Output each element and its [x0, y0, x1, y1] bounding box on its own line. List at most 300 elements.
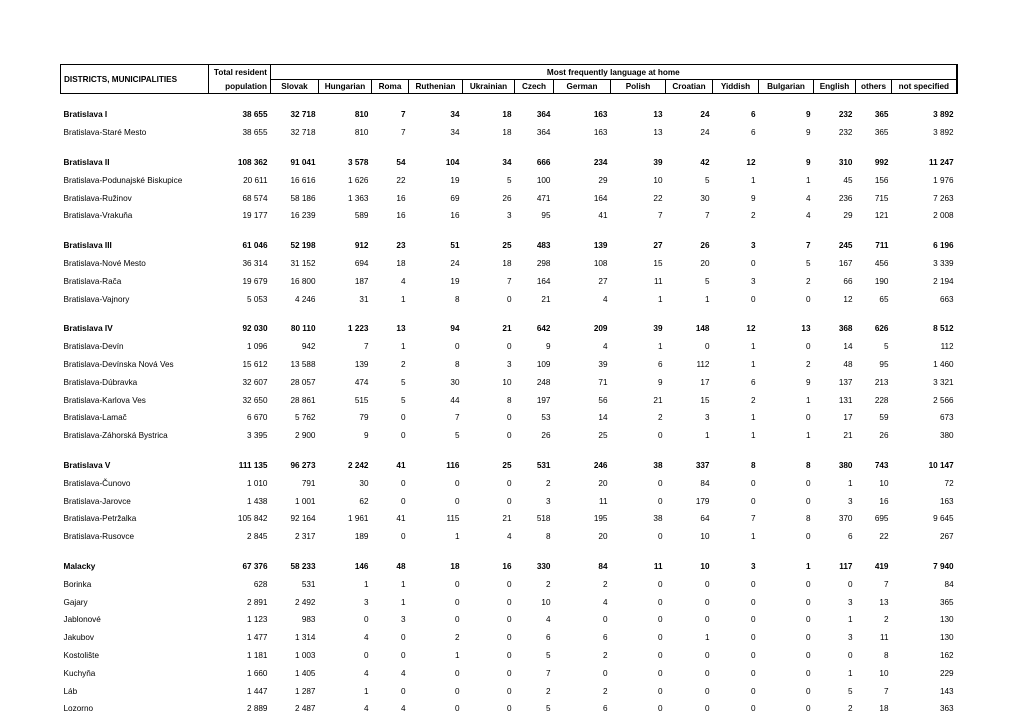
row-value: 7 940	[933, 561, 954, 571]
row-label: Kuchyňa	[63, 668, 96, 678]
row-value: 131	[838, 395, 853, 405]
row-value: 1	[704, 431, 710, 441]
row-value: 2 317	[295, 532, 316, 542]
row-value: 0	[750, 615, 756, 625]
row-value: 0	[400, 478, 406, 488]
row-value: 0	[750, 597, 756, 607]
row-value: 298	[536, 258, 551, 268]
row-value: 41	[396, 514, 406, 524]
header-language-group: Most frequently language at home	[271, 65, 957, 80]
row-value: 8	[454, 294, 460, 304]
district-row	[61, 106, 957, 124]
row-value: 29	[598, 175, 608, 185]
municipality-row	[61, 356, 957, 374]
row-value: 3 395	[247, 431, 268, 441]
row-value: 139	[593, 241, 608, 251]
row-value: 9	[805, 128, 811, 138]
spacer-row	[61, 445, 957, 457]
row-value: 24	[450, 258, 460, 268]
row-value: 642	[536, 324, 551, 334]
row-value: 12	[746, 324, 756, 334]
row-value: 5	[704, 175, 710, 185]
row-value: 245	[838, 241, 853, 251]
row-label: Borinka	[63, 579, 92, 589]
row-label: Bratislava I	[63, 110, 108, 120]
row-value: 64	[700, 514, 710, 524]
row-value: 0	[704, 668, 710, 678]
row-value: 10	[541, 597, 551, 607]
row-value: 711	[875, 241, 889, 251]
row-label: Bratislava III	[63, 241, 112, 251]
row-value: 942	[301, 342, 316, 352]
row-value: 45	[843, 175, 853, 185]
row-value: 0	[506, 413, 512, 423]
row-label: Bratislava-Devínska Nová Ves	[63, 359, 174, 369]
header-language-0: Slovak	[271, 80, 319, 94]
row-value: 0	[506, 615, 512, 625]
row-value: 0	[657, 668, 663, 678]
row-value: 0	[805, 686, 811, 696]
row-value: 0	[704, 704, 710, 714]
header-language-2: Roma	[372, 80, 409, 94]
row-value: 38 655	[242, 128, 268, 138]
row-value: 0	[363, 615, 369, 625]
row-value: 20 611	[243, 175, 268, 185]
row-value: 531	[536, 460, 551, 470]
row-value: 0	[657, 478, 663, 488]
row-label: Bratislava II	[63, 157, 110, 167]
row-value: 139	[354, 359, 369, 369]
row-value: 2	[750, 211, 756, 221]
row-value: 28 057	[290, 377, 316, 387]
row-value: 1 001	[295, 496, 316, 506]
district-row	[61, 558, 957, 576]
district-row	[61, 154, 957, 172]
row-value: 1 405	[295, 668, 316, 678]
row-value: 4	[602, 342, 608, 352]
row-value: 13	[396, 324, 406, 334]
row-value: 1	[400, 342, 406, 352]
district-row	[61, 320, 957, 338]
row-label: Bratislava-Ružinov	[63, 193, 132, 203]
row-value: 673	[939, 413, 954, 423]
spacer-cell	[61, 546, 957, 558]
row-value: 11	[653, 561, 663, 571]
row-value: 27	[598, 276, 608, 286]
spacer-cell	[61, 142, 957, 154]
row-value: 53	[541, 413, 551, 423]
row-value: 30	[359, 478, 369, 488]
row-value: 0	[657, 633, 663, 643]
row-value: 1	[657, 342, 663, 352]
row-value: 28 861	[290, 395, 316, 405]
row-value: 2 492	[295, 597, 316, 607]
row-value: 232	[838, 110, 853, 120]
row-value: 0	[602, 668, 608, 678]
row-value: 13	[653, 110, 663, 120]
row-value: 67 376	[242, 561, 268, 571]
row-value: 0	[657, 597, 663, 607]
row-value: 791	[301, 478, 316, 488]
row-value: 3	[545, 496, 551, 506]
row-value: 1	[363, 579, 369, 589]
row-value: 5	[847, 686, 853, 696]
district-row	[61, 237, 957, 255]
municipality-row	[61, 492, 957, 510]
row-value: 3 892	[933, 128, 954, 138]
row-value: 1 660	[247, 668, 268, 678]
row-value: 16	[396, 211, 406, 221]
row-value: 4	[400, 704, 406, 714]
row-value: 9	[805, 377, 811, 387]
row-value: 0	[454, 478, 460, 488]
row-value: 39	[653, 157, 663, 167]
row-value: 29	[843, 211, 853, 221]
row-value: 0	[657, 431, 663, 441]
row-value: 4	[602, 294, 608, 304]
row-value: 0	[704, 650, 710, 660]
row-value: 2	[883, 615, 889, 625]
language-table	[60, 64, 958, 718]
row-value: 42	[700, 157, 710, 167]
row-value: 5	[506, 175, 512, 185]
row-value: 1 447	[247, 686, 268, 696]
row-value: 0	[704, 579, 710, 589]
row-value: 143	[939, 686, 954, 696]
row-value: 111 135	[238, 460, 268, 470]
row-value: 39	[653, 324, 663, 334]
row-value: 44	[450, 395, 460, 405]
row-label: Bratislava-Čunovo	[63, 478, 131, 488]
row-value: 8	[805, 460, 811, 470]
row-value: 0	[400, 431, 406, 441]
row-value: 1	[847, 615, 853, 625]
row-value: 0	[506, 579, 512, 589]
row-label: Bratislava-Podunajské Biskupice	[63, 175, 183, 185]
row-value: 6 196	[933, 241, 954, 251]
row-value: 9	[805, 110, 811, 120]
row-value: 0	[506, 704, 512, 714]
row-value: 4	[363, 668, 369, 678]
header-language-4: Ukrainian	[463, 80, 515, 94]
row-value: 1	[750, 431, 756, 441]
row-value: 162	[939, 650, 954, 660]
row-value: 0	[454, 668, 460, 678]
row-value: 65	[879, 294, 889, 304]
row-value: 0	[704, 342, 710, 352]
header-language-1: Hungarian	[319, 80, 372, 94]
row-value: 0	[400, 496, 406, 506]
row-value: 0	[454, 704, 460, 714]
row-value: 1	[805, 395, 811, 405]
row-value: 0	[750, 668, 756, 678]
spacer-cell	[61, 94, 957, 107]
row-value: 22	[653, 193, 663, 203]
row-value: 0	[805, 668, 811, 678]
row-value: 0	[506, 294, 512, 304]
row-value: 32 718	[290, 110, 316, 120]
row-value: 7	[363, 342, 369, 352]
row-value: 3 578	[348, 157, 369, 167]
row-value: 22	[396, 175, 406, 185]
row-value: 16 616	[290, 175, 316, 185]
row-value: 6	[750, 377, 756, 387]
row-label: Kostolište	[63, 650, 99, 660]
row-value: 31	[359, 294, 369, 304]
row-value: 0	[602, 615, 608, 625]
header-total-resident: Total resident	[209, 65, 271, 80]
row-value: 21	[843, 431, 853, 441]
row-value: 9 645	[933, 514, 954, 524]
municipality-row	[61, 391, 957, 409]
row-value: 1	[847, 668, 853, 678]
row-value: 6	[602, 704, 608, 714]
row-value: 2	[602, 686, 608, 696]
row-value: 248	[536, 377, 551, 387]
row-value: 1	[750, 413, 756, 423]
table-header	[61, 65, 957, 94]
header-language-8: Croatian	[666, 80, 713, 94]
row-value: 810	[354, 128, 369, 138]
row-value: 330	[536, 561, 551, 571]
row-value: 8	[805, 514, 811, 524]
row-value: 105 842	[237, 514, 268, 524]
row-value: 56	[598, 395, 608, 405]
row-value: 16	[879, 496, 889, 506]
row-value: 21	[653, 395, 663, 405]
row-value: 9	[805, 157, 811, 167]
row-value: 0	[657, 496, 663, 506]
row-value: 2	[805, 276, 811, 286]
row-value: 7	[883, 579, 889, 589]
row-value: 1 181	[247, 650, 268, 660]
row-value: 2 487	[295, 704, 316, 714]
row-value: 0	[400, 413, 406, 423]
row-value: 0	[750, 633, 756, 643]
row-value: 20	[598, 532, 608, 542]
row-value: 1 003	[295, 650, 316, 660]
row-value: 41	[598, 211, 608, 221]
row-label: Gajary	[63, 597, 88, 607]
row-value: 17	[700, 377, 710, 387]
row-value: 32 650	[242, 395, 268, 405]
row-value: 337	[695, 460, 710, 470]
municipality-row	[61, 171, 957, 189]
row-value: 61 046	[242, 241, 268, 251]
row-value: 5 053	[247, 294, 268, 304]
row-value: 0	[750, 478, 756, 488]
row-value: 236	[838, 193, 853, 203]
row-value: 39	[598, 359, 608, 369]
row-value: 1	[400, 579, 406, 589]
row-value: 108	[593, 258, 608, 268]
row-value: 167	[838, 258, 853, 268]
row-value: 10 147	[928, 460, 954, 470]
row-value: 0	[750, 686, 756, 696]
row-value: 0	[506, 496, 512, 506]
row-value: 2	[602, 579, 608, 589]
row-value: 16	[396, 193, 406, 203]
row-value: 148	[695, 324, 710, 334]
row-value: 16	[502, 561, 512, 571]
row-value: 0	[454, 579, 460, 589]
row-value: 7	[506, 276, 512, 286]
row-value: 3	[506, 359, 512, 369]
row-value: 36 314	[242, 258, 268, 268]
row-value: 10	[879, 478, 889, 488]
row-label: Bratislava-Lamač	[63, 413, 127, 423]
row-value: 26	[502, 193, 512, 203]
row-value: 30	[700, 193, 710, 203]
row-value: 2 889	[247, 704, 268, 714]
row-value: 16 239	[290, 211, 316, 221]
row-value: 363	[939, 704, 954, 714]
row-value: 1	[847, 478, 853, 488]
row-value: 694	[354, 258, 369, 268]
row-value: 13	[653, 128, 663, 138]
row-value: 1	[750, 532, 756, 542]
row-value: 0	[454, 615, 460, 625]
row-value: 91 041	[290, 157, 316, 167]
row-value: 1	[805, 431, 811, 441]
row-value: 72	[944, 478, 954, 488]
row-value: 0	[454, 686, 460, 696]
row-value: 2	[657, 413, 663, 423]
row-value: 5	[805, 258, 811, 268]
row-value: 912	[354, 241, 369, 251]
row-label: Malacky	[63, 561, 96, 571]
row-value: 2 242	[348, 460, 369, 470]
row-value: 0	[400, 650, 406, 660]
row-value: 626	[874, 324, 889, 334]
row-value: 18	[502, 128, 512, 138]
row-value: 189	[354, 532, 369, 542]
row-value: 2 900	[295, 431, 316, 441]
row-value: 58 233	[290, 561, 316, 571]
spacer-cell	[61, 225, 957, 237]
row-value: 0	[805, 478, 811, 488]
row-value: 108 362	[237, 157, 268, 167]
municipality-row	[61, 272, 957, 290]
row-value: 18	[396, 258, 406, 268]
row-value: 84	[598, 561, 608, 571]
row-value: 1	[805, 561, 811, 571]
row-value: 2	[805, 359, 811, 369]
row-value: 5	[545, 704, 551, 714]
row-value: 38 655	[242, 110, 268, 120]
row-value: 365	[939, 597, 954, 607]
row-value: 11	[599, 496, 608, 506]
municipality-row	[61, 124, 957, 142]
header-language-13: not specified	[892, 80, 957, 94]
row-value: 2 008	[933, 211, 954, 221]
row-value: 1 363	[348, 193, 369, 203]
row-value: 71	[598, 377, 608, 387]
row-label: Bratislava-Rusovce	[63, 532, 135, 542]
row-value: 115	[446, 514, 460, 524]
spacer-cell	[61, 445, 957, 457]
row-value: 0	[506, 342, 512, 352]
row-value: 0	[805, 579, 811, 589]
row-value: 1	[704, 294, 710, 304]
row-value: 25	[502, 241, 512, 251]
row-value: 18	[450, 561, 460, 571]
row-value: 59	[879, 413, 889, 423]
row-value: 0	[805, 650, 811, 660]
row-value: 2 891	[247, 597, 268, 607]
row-value: 130	[939, 615, 954, 625]
row-value: 7	[400, 110, 406, 120]
row-value: 19	[450, 175, 460, 185]
municipality-row	[61, 207, 957, 225]
row-value: 2	[454, 633, 460, 643]
row-value: 117	[839, 561, 853, 571]
row-value: 666	[536, 157, 551, 167]
row-label: Lozorno	[63, 704, 94, 714]
row-value: 84	[700, 478, 710, 488]
row-value: 6	[602, 633, 608, 643]
row-value: 0	[400, 633, 406, 643]
row-value: 10	[700, 532, 710, 542]
table-body	[61, 94, 957, 718]
row-value: 0	[847, 650, 853, 660]
row-value: 3	[847, 496, 853, 506]
row-value: 13 588	[290, 359, 316, 369]
row-value: 7 263	[933, 193, 954, 203]
row-value: 27	[653, 241, 663, 251]
row-value: 695	[874, 514, 889, 524]
row-value: 3	[363, 597, 369, 607]
row-value: 0	[750, 579, 756, 589]
row-label: Bratislava IV	[63, 324, 113, 334]
row-value: 164	[536, 276, 551, 286]
row-value: 1 976	[933, 175, 954, 185]
row-value: 628	[253, 579, 268, 589]
row-value: 100	[536, 175, 551, 185]
row-value: 0	[750, 258, 756, 268]
row-value: 9	[363, 431, 369, 441]
row-value: 8 512	[933, 324, 954, 334]
row-label: Bratislava-Dúbravka	[63, 377, 138, 387]
row-value: 6	[847, 532, 853, 542]
row-value: 92 030	[242, 324, 268, 334]
row-value: 21	[541, 294, 551, 304]
row-value: 179	[695, 496, 710, 506]
row-value: 1	[750, 175, 756, 185]
row-value: 0	[657, 579, 663, 589]
row-value: 16	[450, 211, 460, 221]
row-value: 267	[939, 532, 954, 542]
row-value: 20	[598, 478, 608, 488]
row-value: 4	[400, 668, 406, 678]
row-value: 6	[545, 633, 551, 643]
row-value: 17	[843, 413, 853, 423]
row-value: 12	[843, 294, 853, 304]
row-value: 0	[704, 686, 710, 696]
row-value: 2 194	[933, 276, 954, 286]
row-label: Bratislava-Rača	[63, 276, 122, 286]
row-value: 0	[704, 597, 710, 607]
row-value: 0	[750, 704, 756, 714]
row-value: 4	[400, 276, 406, 286]
row-value: 7	[400, 128, 406, 138]
row-value: 7	[545, 668, 551, 678]
row-value: 187	[354, 276, 369, 286]
row-value: 368	[838, 324, 853, 334]
row-value: 1 477	[247, 633, 268, 643]
row-value: 80 110	[290, 324, 316, 334]
row-value: 0	[805, 342, 811, 352]
